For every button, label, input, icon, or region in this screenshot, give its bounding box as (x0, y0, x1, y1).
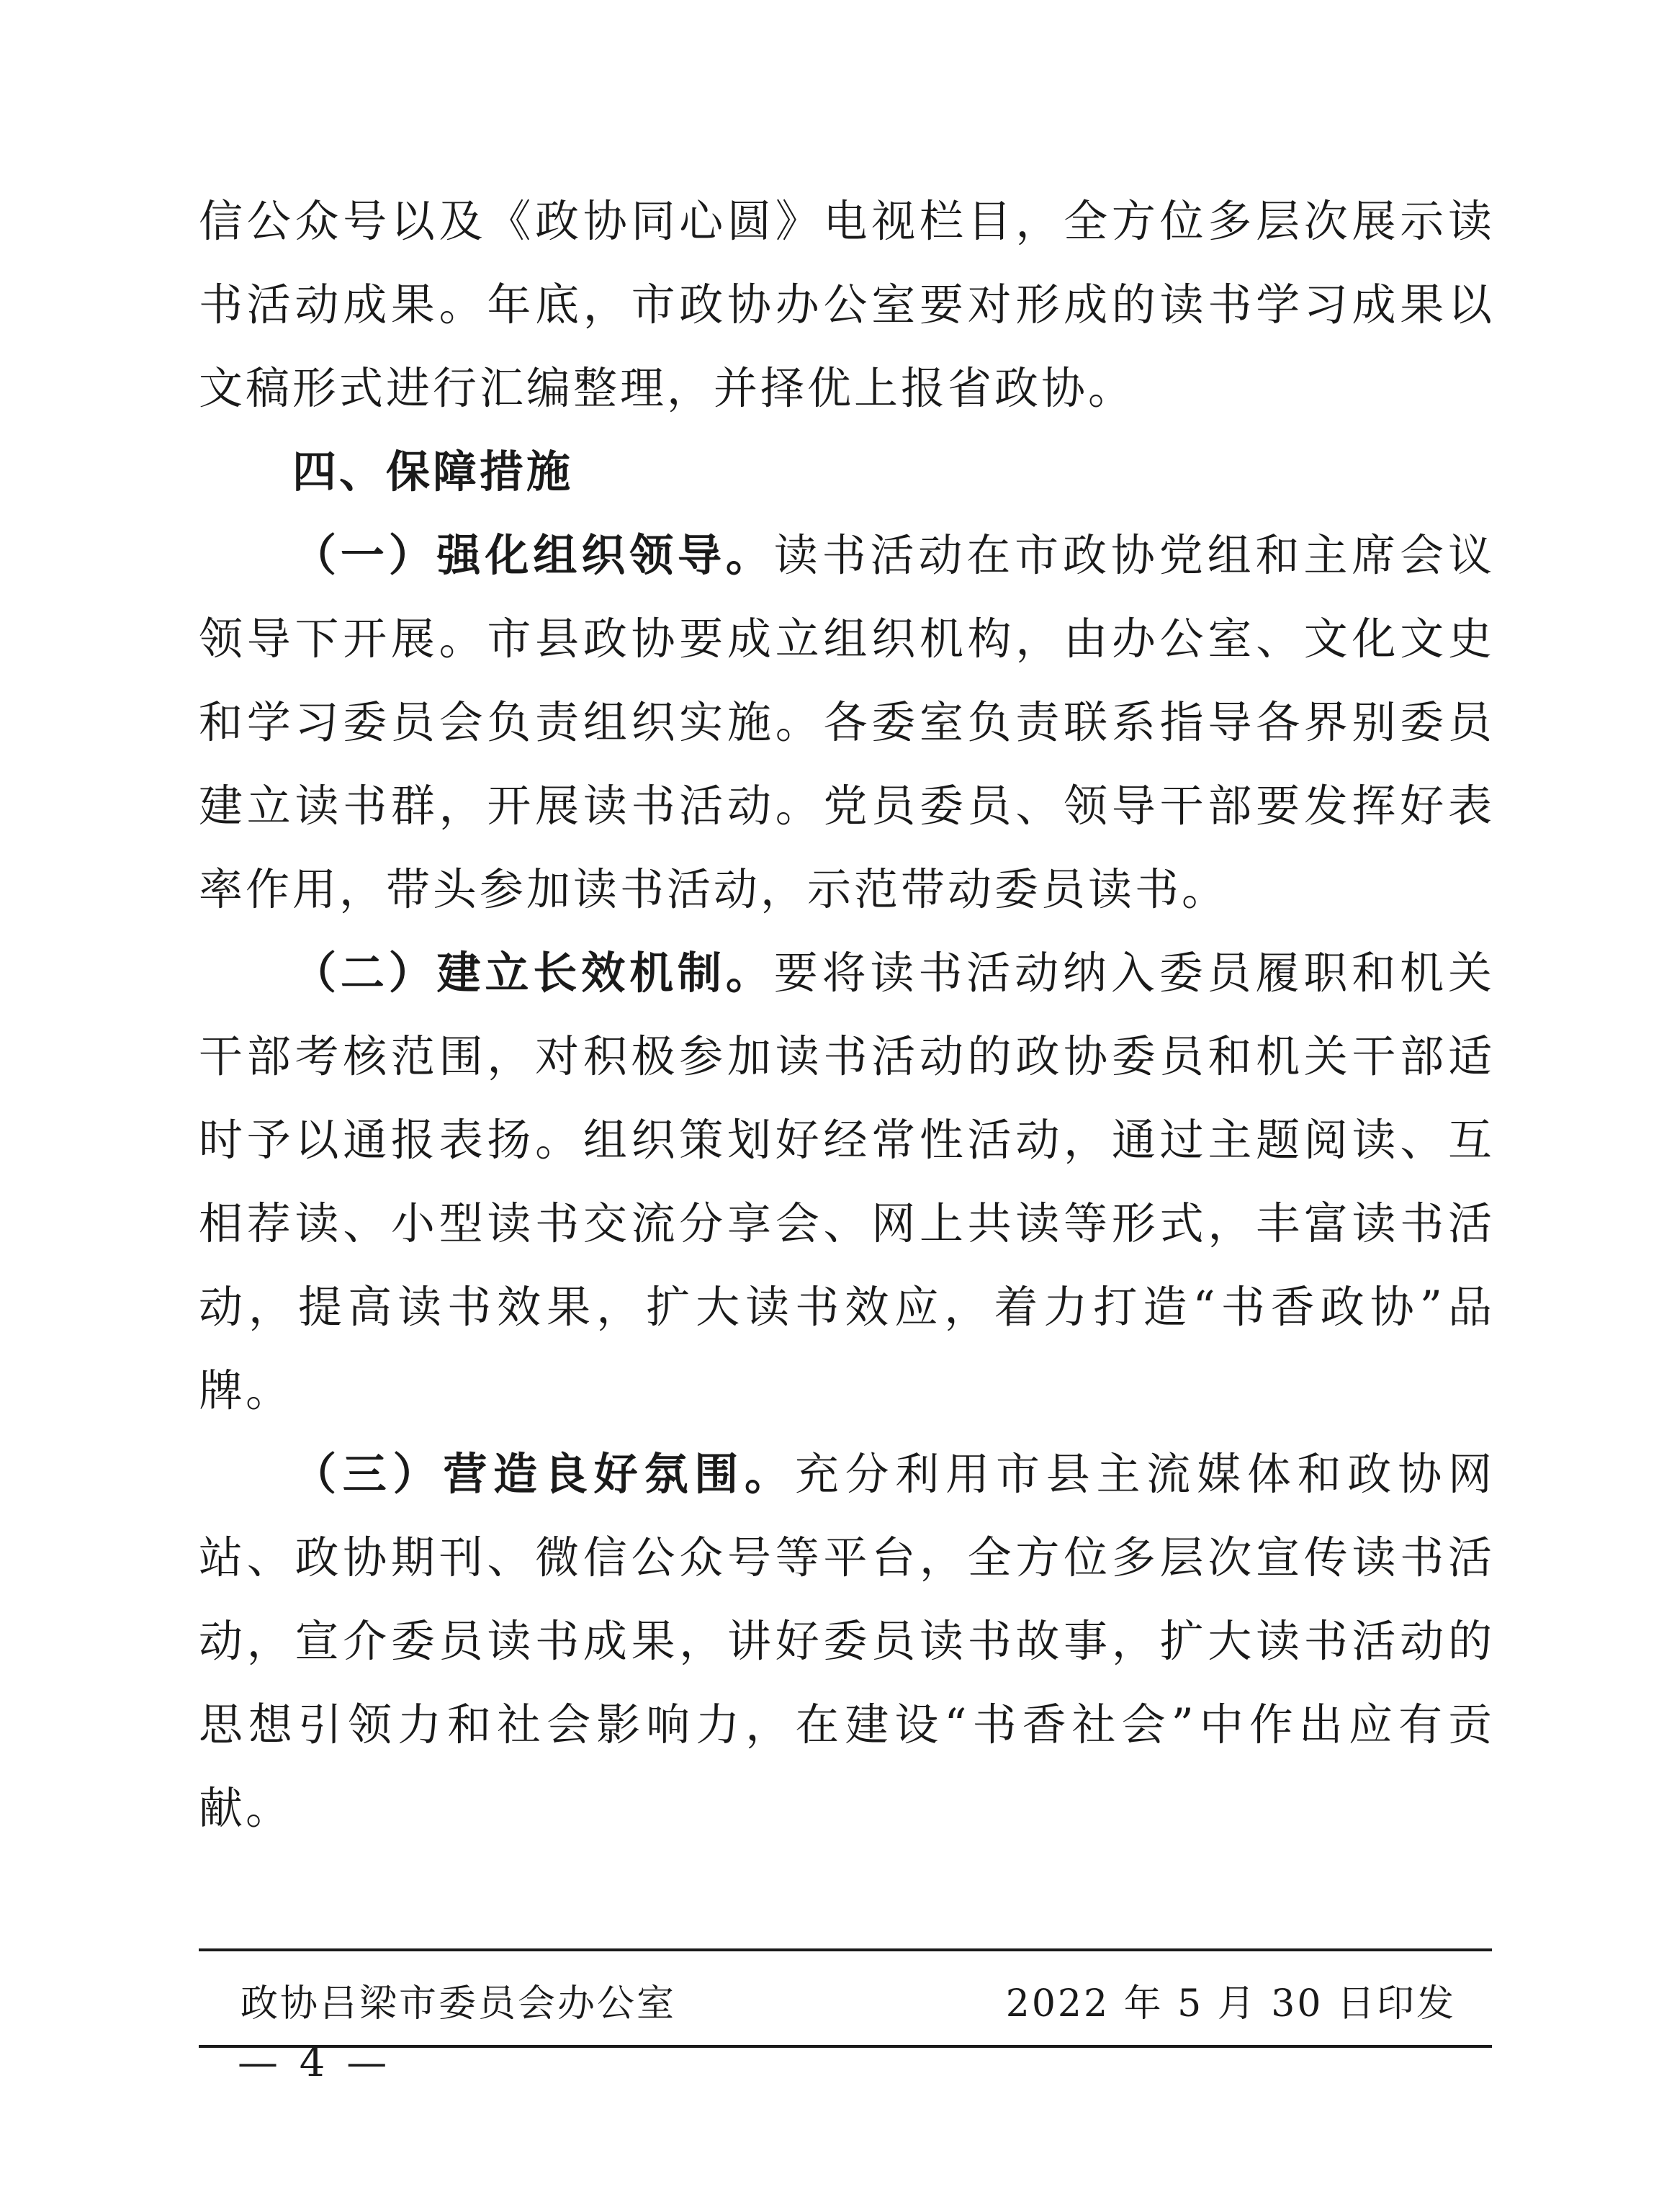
measure-paragraph-3 (199, 1433, 1495, 1851)
paragraph-text: 要将读书活动纳入委员履职和机关干部考核范围，对积极参加读书活动的政协委员和机关干部适时予以通报表扬。组织策划好经常性活动，通过主题阅读、互相荐读、小型读书交流分享会、网上共读等形式，丰富读书活动，提高读书效果，扩大读书效应，着力打造“书香政协”品牌。 (199, 948, 1495, 1416)
document-body (199, 180, 1495, 1851)
page-number: — 4 — (238, 2039, 392, 2086)
measure-paragraph-1 (199, 514, 1495, 932)
paragraph-lead: （三）营造良好氛围。 (292, 1449, 795, 1500)
issuance-footer (199, 1948, 1492, 2048)
paragraph-lead: （二）建立长效机制。 (292, 948, 774, 999)
paragraph-text: 读书活动在市政协党组和主席会议领导下开展。市县政协要成立组织机构，由办公室、文化文史和学习委员会负责组织实施。各委室负责联系指导各界别委员建立读书群，开展读书活动。党员委员、领导干部要发挥好表率作用，带头参加读书活动，示范带动委员读书。 (199, 530, 1495, 915)
measure-paragraph-2 (199, 932, 1495, 1433)
paragraph-lead: （一）强化组织领导。 (292, 530, 774, 581)
continuation-paragraph: 信公众号以及《政协同心圆》电视栏目，全方位多层次展示读书活动成果。年底，市政协办公室要对形成的读书学习成果以文稿形式进行汇编整理，并择优上报省政协。 (199, 196, 1495, 414)
paragraph-text: 充分利用市县主流媒体和政协网站、政协期刊、微信公众号等平台，全方位多层次宣传读书活动，宣介委员读书成果，讲好委员读书故事，扩大读书活动的思想引领力和社会影响力，在建设“书香社会”中作出应有贡献。 (199, 1449, 1495, 1834)
footer-issue-date: 2022 年 5 月 30 日印发 (1005, 1982, 1456, 2026)
section-heading: 四、保障措施 (292, 446, 574, 498)
footer-issuer: 政协吕梁市委员会办公室 (240, 1982, 677, 2026)
